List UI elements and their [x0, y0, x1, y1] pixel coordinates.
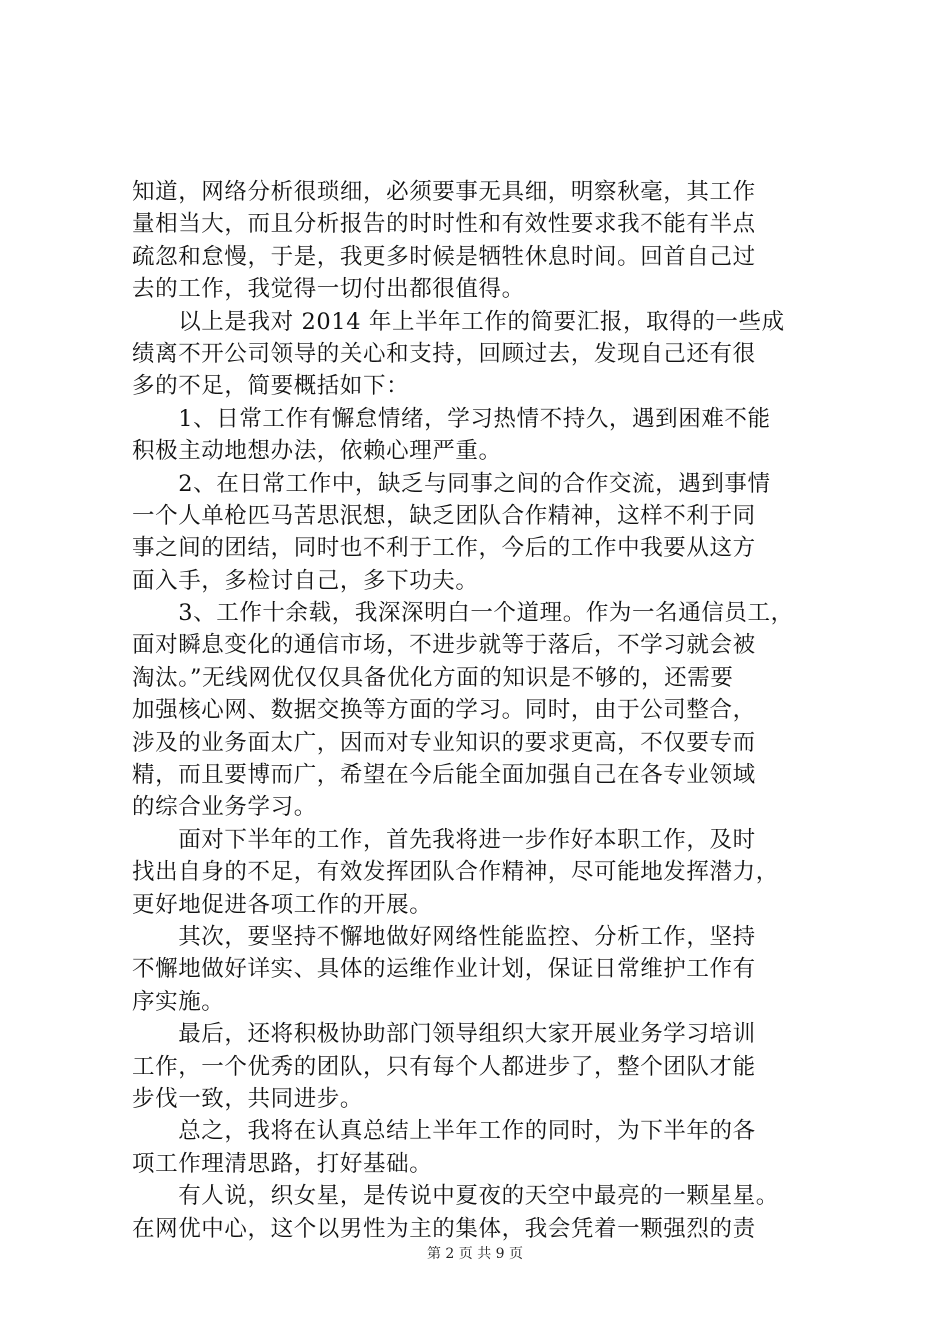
text-line: 面对瞬息变化的通信市场，不进步就等于落后，不学习就会被 — [132, 632, 756, 659]
text-line: 面对下半年的工作，首先我将进一步作好本职工作，及时 — [132, 826, 756, 853]
text-line: 去的工作，我觉得一切付出都很值得。 — [132, 276, 525, 303]
text-line: 的综合业务学习。 — [132, 794, 317, 821]
text-line: 总之，我将在认真总结上半年工作的同时，为下半年的各 — [132, 1118, 756, 1145]
text-line: 淘汰。”无线网优仅仅具备优化方面的知识是不够的，还需要 — [132, 664, 734, 691]
text-line: 以上是我对 2014 年上半年工作的简要汇报，取得的一些成 — [132, 308, 785, 335]
text-line: 2、在日常工作中，缺乏与同事之间的合作交流，遇到事情 — [132, 470, 771, 497]
text-line: 工作，一个优秀的团队，只有每个人都进步了，整个团队才能 — [132, 1053, 756, 1080]
text-line: 最后，还将积极协助部门领导组织大家开展业务学习培训 — [132, 1021, 756, 1048]
text-line: 绩离不开公司领导的关心和支持，回顾过去，发现自己还有很 — [132, 340, 756, 367]
text-line: 1、日常工作有懈怠情绪，学习热情不持久，遇到困难不能 — [132, 405, 771, 432]
page-footer — [0, 1244, 950, 1264]
text-line: 事之间的团结，同时也不利于工作，今后的工作中我要从这方 — [132, 535, 756, 562]
text-line: 积极主动地想办法，依赖心理严重。 — [132, 438, 502, 465]
text-line: 更好地促进各项工作的开展。 — [132, 891, 433, 918]
text-line: 疏忽和怠慢，于是，我更多时候是牺牲休息时间。回首自己过 — [132, 243, 756, 270]
text-line: 量相当大，而且分析报告的时时性和有效性要求我不能有半点 — [132, 211, 756, 238]
text-line: 步伐一致，共同进步。 — [132, 1085, 364, 1112]
text-line: 加强核心网、数据交换等方面的学习。同时，由于公司整合， — [132, 697, 756, 724]
text-line: 找出自身的不足，有效发挥团队合作精神，尽可能地发挥潜力， — [132, 859, 779, 886]
body-text — [132, 176, 830, 1245]
text-line: 3、工作十余载，我深深明白一个道理。作为一名通信员工， — [132, 600, 794, 627]
text-line: 一个人单枪匹马苦思泯想，缺乏团队合作精神，这样不利于同 — [132, 502, 756, 529]
text-line: 涉及的业务面太广，因而对专业知识的要求更高，不仅要专而 — [132, 729, 756, 756]
text-line: 多的不足，简要概括如下： — [132, 373, 410, 400]
text-line: 有人说，织女星，是传说中夏夜的天空中最亮的一颗星星。 — [132, 1183, 779, 1210]
page-number-label: 第 2 页 共 9 页 — [426, 1246, 524, 1262]
text-line: 不懈地做好详实、具体的运维作业计划，保证日常维护工作有 — [132, 956, 756, 983]
text-line: 在网优中心，这个以男性为主的集体，我会凭着一颗强烈的责 — [132, 1215, 756, 1242]
text-line: 其次，要坚持不懈地做好网络性能监控、分析工作，坚持 — [132, 923, 756, 950]
text-line: 知道，网络分析很琐细，必须要事无具细，明察秋毫，其工作 — [132, 179, 756, 205]
text-line: 精，而且要博而广，希望在今后能全面加强自己在各专业领域 — [132, 762, 756, 789]
text-line: 序实施。 — [132, 988, 225, 1015]
text-line: 面入手，多检讨自己，多下功夫。 — [132, 567, 479, 594]
text-line: 项工作理清思路，打好基础。 — [132, 1150, 433, 1177]
